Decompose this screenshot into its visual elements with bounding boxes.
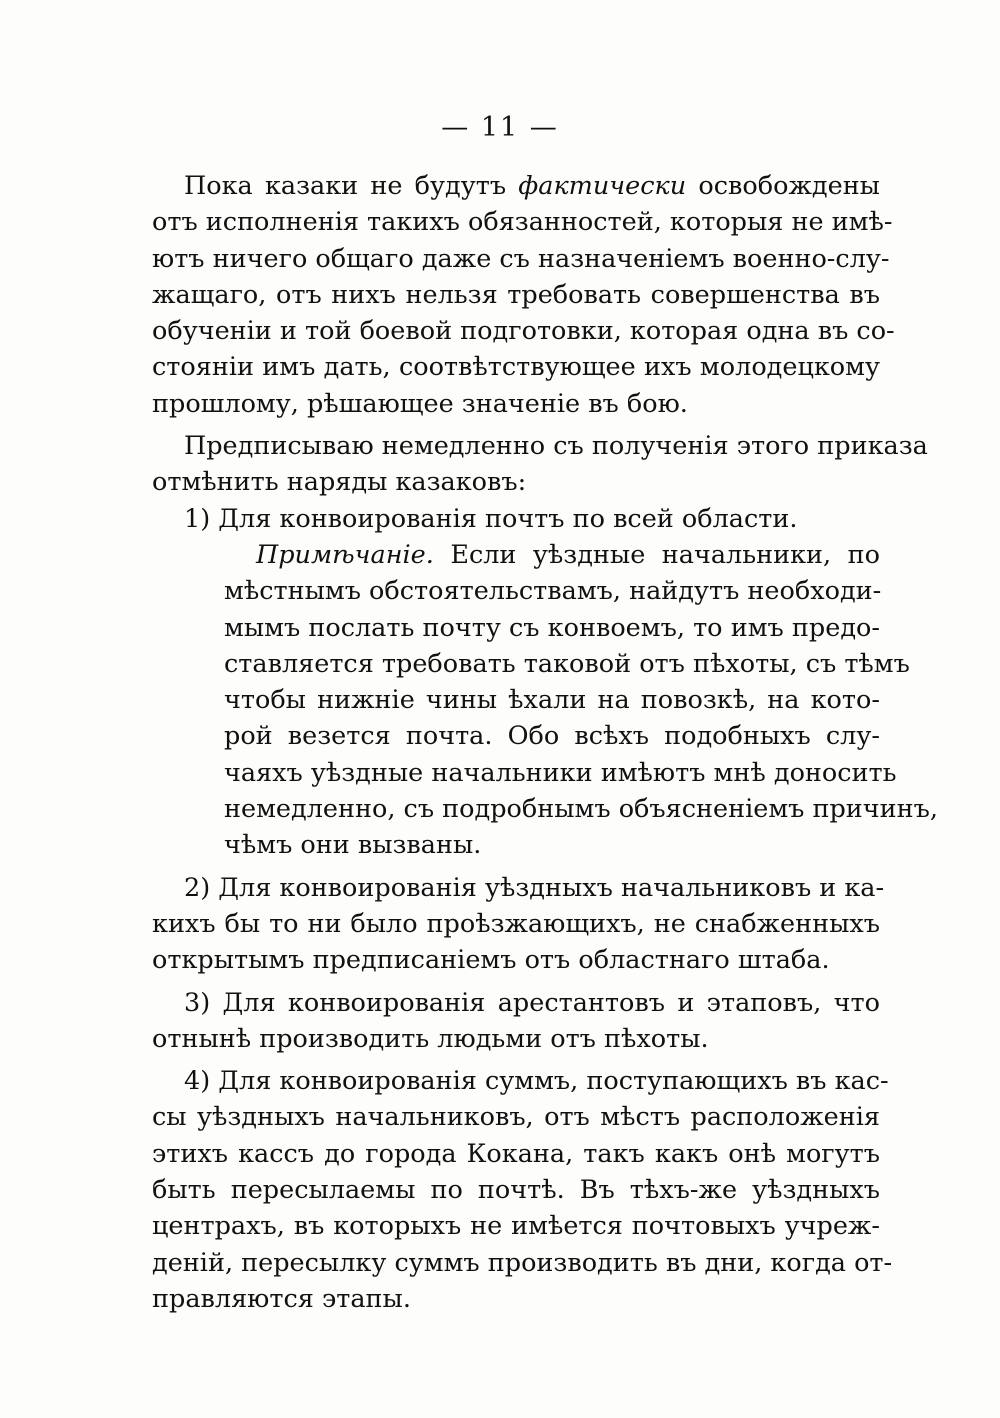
note-block bbox=[152, 537, 938, 864]
list-item bbox=[152, 870, 885, 979]
text-line: 4) Для конвоированія суммъ, поступающихъ въ кас- bbox=[184, 1066, 889, 1097]
text-line: отъ исполненія такихъ обязанностей, которыя не имѣ- bbox=[152, 207, 893, 238]
emphasis-word: фактически bbox=[518, 171, 687, 201]
text-line: мѣстнымъ обстоятельствамъ, найдутъ необходи- bbox=[224, 576, 882, 607]
text-line: чаяхъ уѣздные начальники имѣютъ мнѣ доносить bbox=[224, 757, 897, 788]
text-line: центрахъ, въ которыхъ не имѣется почтовыхъ учреж- bbox=[152, 1211, 880, 1242]
paragraph bbox=[152, 428, 928, 501]
text-line: открытымъ предписаніемъ отъ областнаго штаба. bbox=[152, 945, 830, 976]
paragraph bbox=[152, 168, 895, 422]
text-line: 1) Для конвоированія почтъ по всей области. bbox=[184, 503, 798, 534]
text-line: сы уѣздныхъ начальниковъ, отъ мѣстъ расположенія bbox=[152, 1102, 880, 1133]
text-line: прошлому, рѣшающее значеніе въ бою. bbox=[152, 388, 688, 419]
text-line: Примѣчаніе. Если уѣздные начальники, по bbox=[256, 539, 880, 570]
text-line: кихъ бы то ни было проѣзжающихъ, не снабженныхъ bbox=[152, 908, 880, 939]
text-line: рой везется почта. Обо всѣхъ подобныхъ слу- bbox=[224, 721, 880, 752]
list-item bbox=[152, 985, 880, 1058]
note-heading: Примѣчаніе. bbox=[256, 539, 434, 570]
text-line: чѣмъ они вызваны. bbox=[224, 830, 482, 861]
list-item bbox=[152, 1063, 893, 1317]
text-line: мымъ послать почту съ конвоемъ, то имъ предо- bbox=[224, 612, 880, 643]
page-number: — 11 — bbox=[441, 112, 559, 143]
text-line: чтобы нижніе чины ѣхали на повозкѣ, на кото- bbox=[224, 685, 880, 716]
text-line: этихъ кассъ до города Кокана, такъ какъ онѣ могутъ bbox=[152, 1138, 880, 1169]
text-line: отнынѣ производить людьми отъ пѣхоты. bbox=[152, 1023, 709, 1054]
text-line: Пока казаки не будутъ фактически освобождены bbox=[184, 171, 880, 201]
text-line: стояніи имъ дать, соотвѣтствующее ихъ молодецкому bbox=[152, 352, 880, 383]
text-line: 2) Для конвоированія уѣздныхъ начальниковъ и ка- bbox=[184, 872, 885, 903]
text-line: отмѣнить наряды казаковъ: bbox=[152, 467, 527, 498]
text-line: немедленно, съ подробнымъ объясненіемъ причинъ, bbox=[224, 794, 938, 825]
text-line: правляются этапы. bbox=[152, 1283, 411, 1314]
text-line: Предписываю немедленно съ полученія этого приказа bbox=[184, 431, 928, 462]
text-line: быть пересылаемы по почтѣ. Въ тѣхъ-же уѣздныхъ bbox=[152, 1175, 880, 1206]
text-line: 3) Для конвоированія арестантовъ и этаповъ, что bbox=[184, 987, 880, 1018]
text-line: ставляется требовать таковой отъ пѣхоты, съ тѣмъ bbox=[224, 648, 910, 679]
body-text bbox=[152, 168, 938, 1317]
text-line: деній, пересылку суммъ производить въ дни, когда от- bbox=[152, 1247, 893, 1278]
text-line: жащаго, отъ нихъ нельзя требовать совершенства въ bbox=[152, 279, 880, 310]
text-line: обученіи и той боевой подготовки, которая одна въ со- bbox=[152, 316, 895, 347]
text-line: ютъ ничего общаго даже съ назначеніемъ военно-слу- bbox=[152, 243, 890, 274]
list-item bbox=[152, 501, 880, 537]
